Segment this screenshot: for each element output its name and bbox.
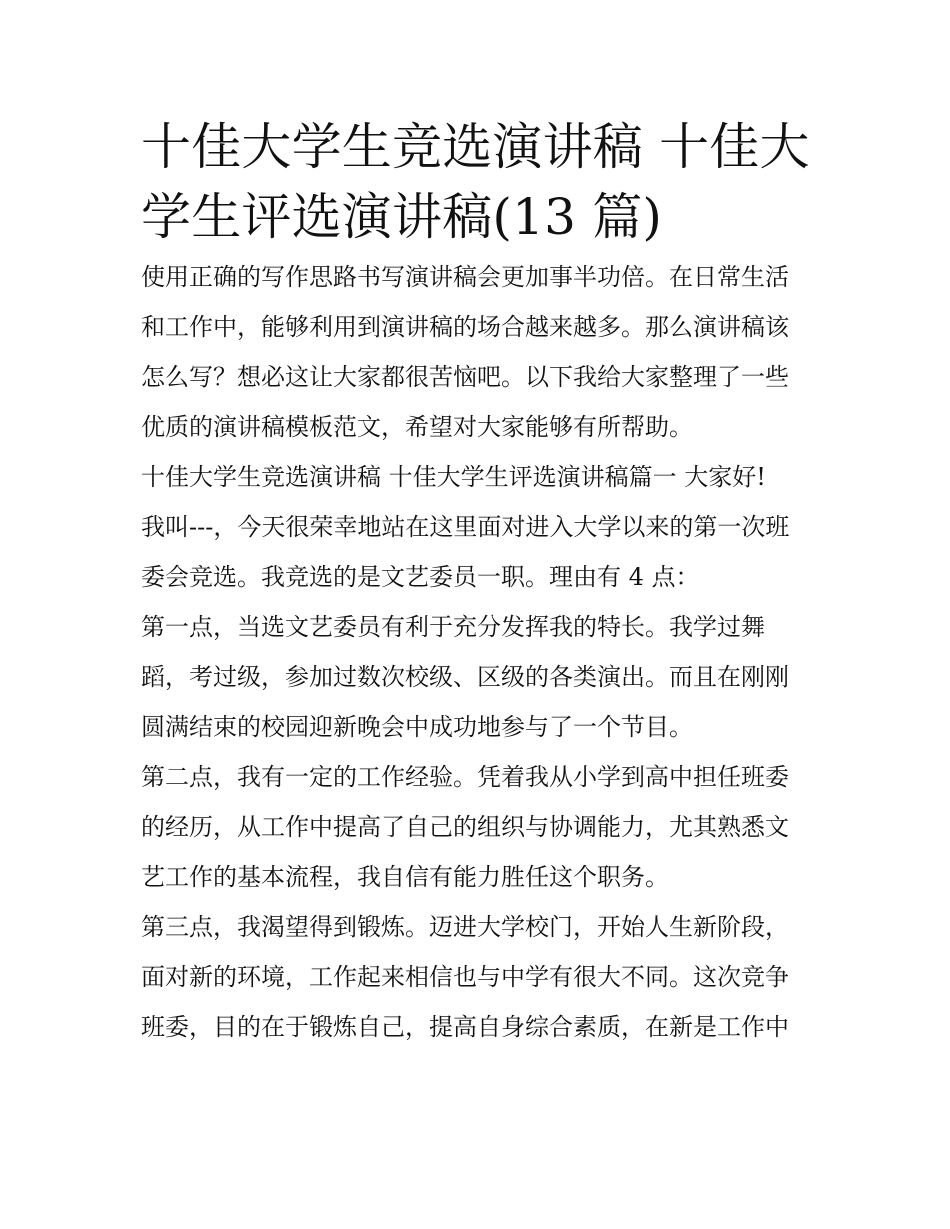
body-line: 圆满结束的校园迎新晚会中成功地参与了一个节目。	[141, 713, 693, 741]
document-body	[141, 252, 813, 1052]
body-line: 怎么写？想必这让大家都很苦恼吧。以下我给大家整理了一些	[141, 363, 789, 391]
document-title	[141, 112, 813, 252]
body-line: 班委，目的在于锻炼自己，提高自身综合素质，在新是工作中	[141, 1013, 789, 1041]
body-line: 蹈，考过级，参加过数次校级、区级的各类演出。而且在刚刚	[141, 663, 789, 691]
title-line: 十佳大学生竞选演讲稿 十佳大	[141, 118, 810, 176]
body-line: 第三点，我渴望得到锻炼。迈进大学校门，开始人生新阶段，	[141, 913, 789, 941]
document-content	[141, 112, 813, 1052]
body-line: 的经历，从工作中提高了自己的组织与协调能力，尤其熟悉文	[141, 813, 789, 841]
body-line: 面对新的环境，工作起来相信也与中学有很大不同。这次竞争	[141, 963, 789, 991]
body-line: 第一点，当选文艺委员有利于充分发挥我的特长。我学过舞	[141, 613, 765, 641]
body-line: 委会竞选。我竞选的是文艺委员一职。理由有 4 点：	[141, 563, 700, 591]
body-line: 和工作中，能够利用到演讲稿的场合越来越多。那么演讲稿该	[141, 313, 789, 341]
title-line: 学生评选演讲稿(13 篇)	[141, 188, 663, 246]
body-line: 我叫---，今天很荣幸地站在这里面对进入大学以来的第一次班	[141, 513, 790, 541]
body-line: 使用正确的写作思路书写演讲稿会更加事半功倍。在日常生活	[141, 263, 789, 291]
body-line: 优质的演讲稿模板范文，希望对大家能够有所帮助。	[141, 413, 693, 441]
body-line: 十佳大学生竞选演讲稿 十佳大学生评选演讲稿篇一 大家好!	[141, 463, 766, 491]
body-line: 艺工作的基本流程，我自信有能力胜任这个职务。	[141, 863, 669, 891]
body-line: 第二点，我有一定的工作经验。凭着我从小学到高中担任班委	[141, 763, 789, 791]
